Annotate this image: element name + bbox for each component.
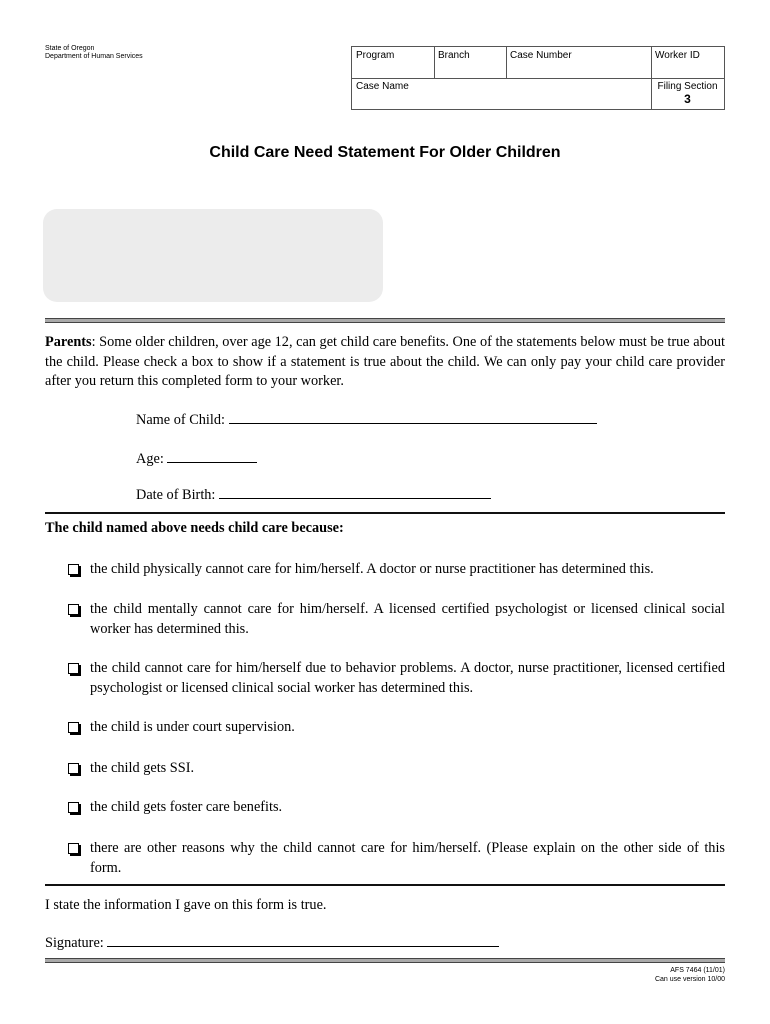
agency-header (45, 45, 143, 61)
option-text: the child physically cannot care for him/herself. A doctor or nurse practitioner has determined this. (90, 561, 654, 577)
filing-section-label: Filing Section (657, 81, 718, 92)
form-version-note: Can use version 10/00 (654, 976, 725, 983)
option-text: the child is under court supervision. (90, 719, 295, 735)
intro-lead: Parents (45, 334, 92, 350)
case-info-grid (351, 46, 725, 110)
agency-department: Department of Human Services (45, 53, 143, 60)
option-text: the child gets foster care benefits. (90, 799, 283, 815)
option-foster (68, 798, 725, 818)
intro-paragraph (45, 333, 725, 392)
option-text: there are other reasons why the child cannot care for him/herself. (Please explain on the other side of this form. (90, 840, 725, 876)
option-text: the child mentally cannot care for him/herself. A licensed certified psychologist or licensed clinical social worker has determined this. (90, 601, 725, 637)
address-window (43, 209, 383, 302)
worker-id-label: Worker ID (655, 50, 700, 61)
section-divider (45, 512, 725, 514)
intro-text: : Some older children, over age 12, can get child care benefits. One of the statements below must be true about the child. Please check a box to show if a statement is true about the child. We can only pay your child care provider after you return this completed form to your worker. (45, 334, 725, 389)
section-divider (45, 884, 725, 886)
filing-section-field (651, 78, 724, 109)
program-field[interactable] (352, 47, 434, 78)
agency-state: State of Oregon (45, 45, 95, 52)
program-label: Program (356, 50, 395, 61)
case-number-field[interactable] (506, 47, 651, 78)
branch-label: Branch (438, 50, 470, 61)
option-text: the child cannot care for him/herself due to behavior problems. A doctor, nurse practitioner, licensed certified psychologist or licensed clinical social worker has determined this. (90, 660, 725, 696)
age-label: Age: (136, 451, 164, 467)
checkbox-mental[interactable] (68, 604, 79, 615)
form-number-id: AFS 7464 (11/01) (670, 967, 725, 974)
filing-section-value: 3 (684, 92, 691, 106)
option-court (68, 718, 725, 738)
case-name-field[interactable] (352, 78, 651, 109)
checkbox-other[interactable] (68, 843, 79, 854)
checkbox-court[interactable] (68, 722, 79, 733)
case-number-label: Case Number (510, 50, 572, 61)
checkbox-physical[interactable] (68, 564, 79, 575)
age-row (136, 448, 257, 468)
dob-row (136, 484, 491, 504)
option-ssi (68, 759, 725, 779)
checkbox-behavior[interactable] (68, 663, 79, 674)
option-mental (68, 600, 725, 639)
case-name-label: Case Name (356, 81, 409, 92)
certification-statement: I state the information I gave on this form is true. (45, 897, 327, 913)
child-name-row (136, 409, 597, 429)
branch-field[interactable] (434, 47, 506, 78)
form-number (655, 966, 725, 984)
age-input[interactable] (167, 448, 257, 463)
child-name-input[interactable] (229, 409, 597, 424)
checkbox-ssi[interactable] (68, 763, 79, 774)
section-divider (45, 958, 725, 963)
signature-row (45, 932, 499, 952)
option-text: the child gets SSI. (90, 760, 195, 776)
dob-label: Date of Birth: (136, 487, 216, 503)
option-behavior (68, 659, 725, 698)
signature-label: Signature: (45, 935, 104, 951)
option-other (68, 839, 725, 878)
page-title: Child Care Need Statement For Older Children (209, 144, 561, 161)
checkbox-foster[interactable] (68, 802, 79, 813)
needs-heading: The child named above needs child care because: (45, 520, 344, 536)
section-divider (45, 318, 725, 323)
signature-input[interactable] (107, 932, 499, 947)
child-name-label: Name of Child: (136, 412, 225, 428)
option-physical (68, 560, 725, 580)
dob-input[interactable] (219, 484, 491, 499)
worker-id-field[interactable] (651, 47, 724, 78)
